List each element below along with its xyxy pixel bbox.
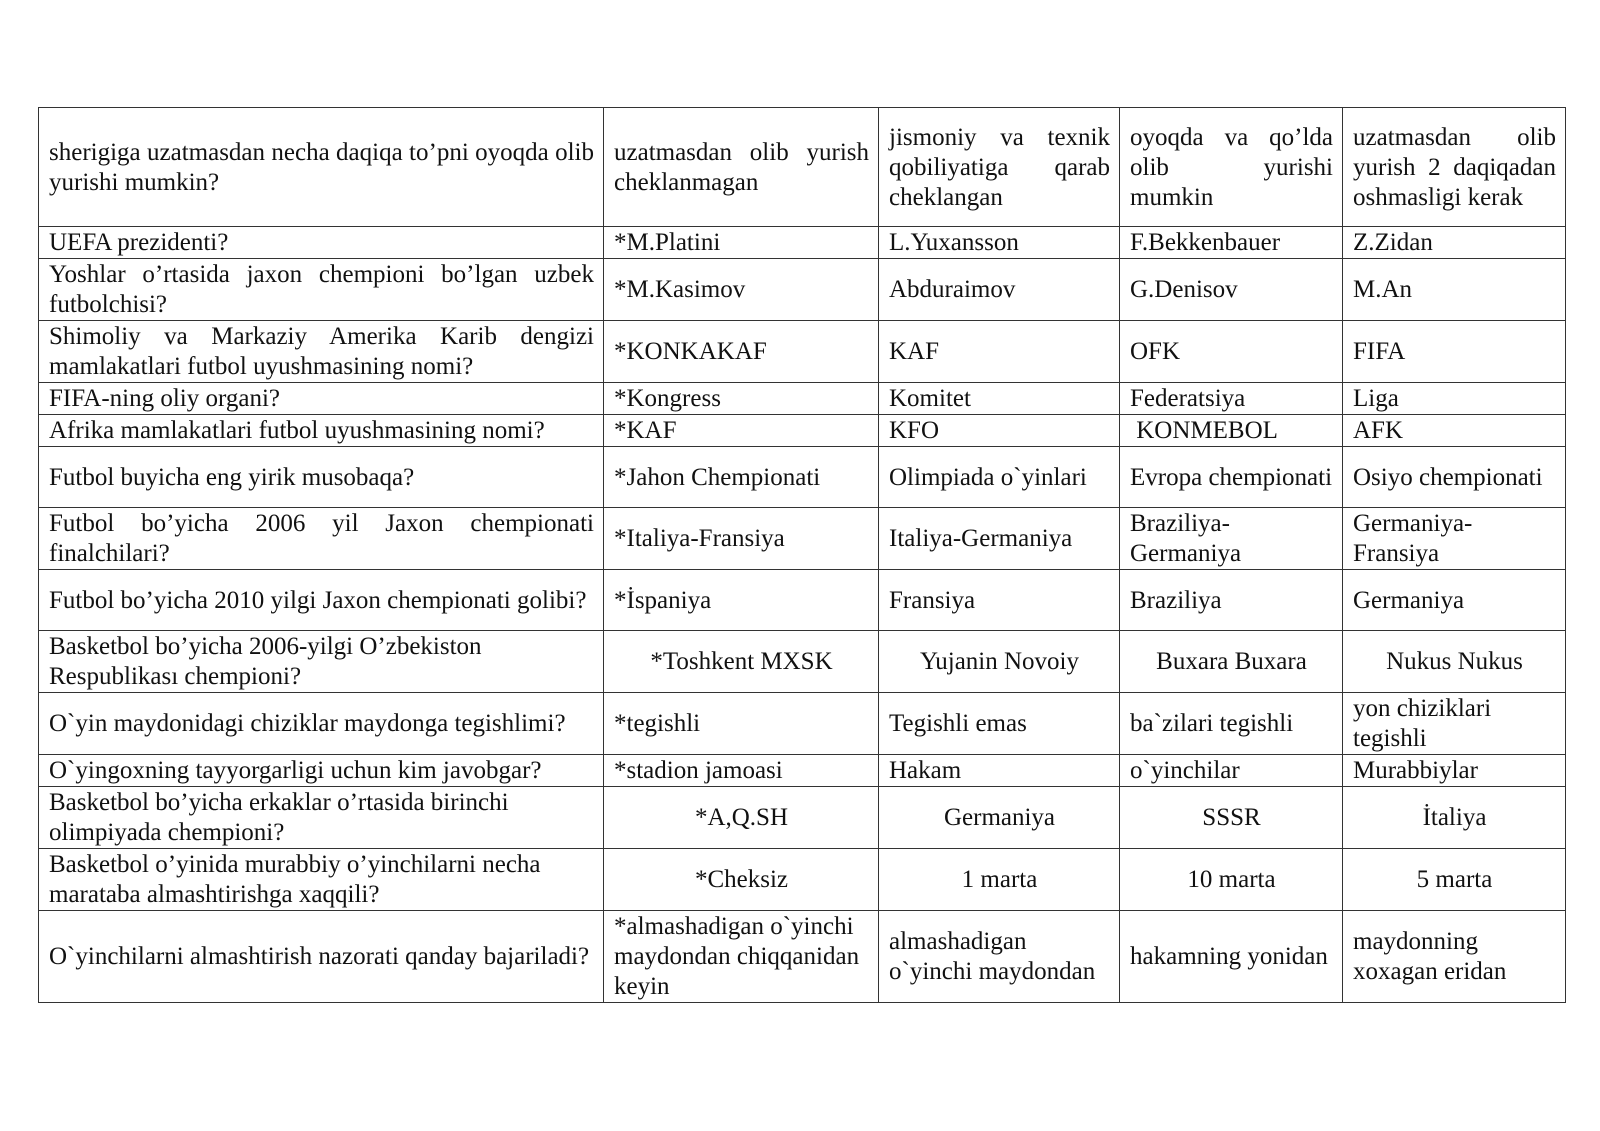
table-row (39, 321, 1566, 383)
answer-c-cell: F.Bekkenbauer (1120, 227, 1343, 259)
question-cell: Futbol bo’yicha 2010 yilgi Jaxon chempionati golibi? (39, 570, 604, 631)
answer-b-cell: Olimpiada o`yinlari (879, 447, 1120, 508)
answer-a-cell: uzatmasdan olib yurish cheklanmagan (604, 108, 879, 227)
answer-b-cell: Germaniya (879, 787, 1120, 849)
question-cell: FIFA-ning oliy organi? (39, 383, 604, 415)
answer-d-cell: Liga (1343, 383, 1566, 415)
answer-b-cell: Komitet (879, 383, 1120, 415)
question-cell: Futbol bo’yicha 2006 yil Jaxon chempionati finalchilari? (39, 508, 604, 570)
answer-b-cell: Fransiya (879, 570, 1120, 631)
table-row (39, 787, 1566, 849)
answer-c-cell: o`yinchilar (1120, 755, 1343, 787)
answer-a-cell: *A,Q.SH (604, 787, 879, 849)
answer-d-cell: maydonning xoxagan eridan (1343, 911, 1566, 1003)
question-cell: O`yinchilarni almashtirish nazorati qanday bajariladi? (39, 911, 604, 1003)
answer-d-cell: M.An (1343, 259, 1566, 321)
answer-b-cell: KAF (879, 321, 1120, 383)
question-cell: Shimoliy va Markaziy Amerika Karib dengizi mamlakatlari futbol uyushmasining nomi? (39, 321, 604, 383)
table-row (39, 849, 1566, 911)
answer-a-cell: *Kongress (604, 383, 879, 415)
answer-a-cell: *İspaniya (604, 570, 879, 631)
answer-d-cell: Murabbiylar (1343, 755, 1566, 787)
table-row (39, 415, 1566, 447)
answer-c-cell: Braziliya-Germaniya (1120, 508, 1343, 570)
answer-a-cell: *KAF (604, 415, 879, 447)
table-row (39, 108, 1566, 227)
answer-a-cell: *Jahon Chempionati (604, 447, 879, 508)
question-cell: Afrika mamlakatlari futbol uyushmasining nomi? (39, 415, 604, 447)
answer-a-cell: *Cheksiz (604, 849, 879, 911)
answer-a-cell: *stadion jamoasi (604, 755, 879, 787)
answer-b-cell: almashadigan o`yinchi maydondan (879, 911, 1120, 1003)
answer-d-cell: Nukus Nukus (1343, 631, 1566, 693)
answer-d-cell: Germaniya (1343, 570, 1566, 631)
table-row (39, 631, 1566, 693)
answer-c-cell: hakamning yonidan (1120, 911, 1343, 1003)
question-cell: UEFA prezidenti? (39, 227, 604, 259)
table-row (39, 911, 1566, 1003)
table-row (39, 227, 1566, 259)
answer-c-cell: 10 marta (1120, 849, 1343, 911)
answer-b-cell: Italiya-Germaniya (879, 508, 1120, 570)
question-cell: Basketbol o’yinida murabbiy o’yinchilarni necha marataba almashtirishga xaqqili? (39, 849, 604, 911)
answer-c-cell: G.Denisov (1120, 259, 1343, 321)
answer-c-cell: OFK (1120, 321, 1343, 383)
question-cell: Yoshlar o’rtasida jaxon chempioni bo’lgan uzbek futbolchisi? (39, 259, 604, 321)
answer-c-cell: Braziliya (1120, 570, 1343, 631)
answer-b-cell: Hakam (879, 755, 1120, 787)
answer-c-cell: oyoqda va qo’lda olib yurishi mumkin (1120, 108, 1343, 227)
question-cell: O`yin maydonidagi chiziklar maydonga tegishlimi? (39, 693, 604, 755)
table-row (39, 259, 1566, 321)
answer-a-cell: *KONKAKAF (604, 321, 879, 383)
answer-b-cell: L.Yuxansson (879, 227, 1120, 259)
table-row (39, 508, 1566, 570)
answer-c-cell: Federatsiya (1120, 383, 1343, 415)
answer-d-cell: FIFA (1343, 321, 1566, 383)
question-cell: Basketbol bo’yicha erkaklar o’rtasida birinchi olimpiyada chempioni? (39, 787, 604, 849)
answer-a-cell: *Toshkent MXSK (604, 631, 879, 693)
question-cell: sherigiga uzatmasdan necha daqiqa to’pni oyoqda olib yurishi mumkin? (39, 108, 604, 227)
answer-c-cell: Evropa chempionati (1120, 447, 1343, 508)
answer-d-cell: Osiyo chempionati (1343, 447, 1566, 508)
answer-a-cell: *Italiya-Fransiya (604, 508, 879, 570)
answer-b-cell: KFO (879, 415, 1120, 447)
answer-d-cell: uzatmasdan olib yurish 2 daqiqadan oshmasligi kerak (1343, 108, 1566, 227)
answer-d-cell: 5 marta (1343, 849, 1566, 911)
table-row (39, 570, 1566, 631)
answer-c-cell: Buxara Buxara (1120, 631, 1343, 693)
answer-a-cell: *M.Platini (604, 227, 879, 259)
answer-b-cell: Abduraimov (879, 259, 1120, 321)
answer-a-cell: *tegishli (604, 693, 879, 755)
answer-b-cell: 1 marta (879, 849, 1120, 911)
quiz-table (38, 107, 1566, 1003)
table-row (39, 383, 1566, 415)
table-row (39, 447, 1566, 508)
answer-c-cell: ba`zilari tegishli (1120, 693, 1343, 755)
answer-a-cell: *almashadigan o`yinchi maydondan chiqqanidan keyin (604, 911, 879, 1003)
answer-b-cell: jismoniy va texnik qobiliyatiga qarab cheklangan (879, 108, 1120, 227)
answer-c-cell: SSSR (1120, 787, 1343, 849)
answer-d-cell: AFK (1343, 415, 1566, 447)
answer-b-cell: Yujanin Novoiy (879, 631, 1120, 693)
answer-c-cell: KONMEBOL (1120, 415, 1343, 447)
answer-d-cell: Germaniya-Fransiya (1343, 508, 1566, 570)
table-row (39, 755, 1566, 787)
question-cell: Futbol buyicha eng yirik musobaqa? (39, 447, 604, 508)
question-cell: O`yingoxning tayyorgarligi uchun kim javobgar? (39, 755, 604, 787)
question-cell: Basketbol bo’yicha 2006-yilgi O’zbekiston Respublikası chempioni? (39, 631, 604, 693)
table-row (39, 693, 1566, 755)
answer-a-cell: *M.Kasimov (604, 259, 879, 321)
answer-d-cell: İtaliya (1343, 787, 1566, 849)
answer-d-cell: Z.Zidan (1343, 227, 1566, 259)
answer-d-cell: yon chiziklari tegishli (1343, 693, 1566, 755)
answer-b-cell: Tegishli emas (879, 693, 1120, 755)
